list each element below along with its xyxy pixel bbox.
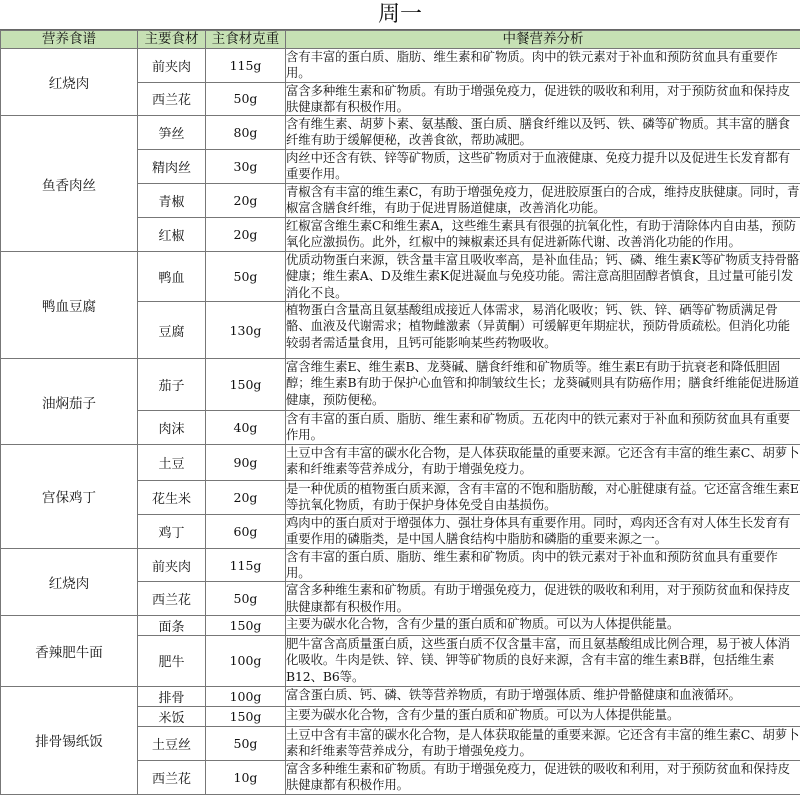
weight-cell: 150g [206,706,286,726]
weight-cell: 130g [206,302,286,359]
weight-cell: 150g [206,615,286,635]
weight-cell: 80g [206,116,286,150]
ingredient-cell: 豆腐 [138,302,206,359]
ingredient-cell: 排骨 [138,686,206,706]
weight-cell: 20g [206,481,286,515]
weight-cell: 10g [206,760,286,794]
ingredient-cell: 土豆丝 [138,726,206,760]
weight-cell: 50g [206,252,286,302]
weight-cell: 150g [206,359,286,411]
analysis-cell: 富含多种维生素和矿物质。有助于增强免疫力，促进铁的吸收和利用，对于预防贫血和保持皮肤健康都有积极作用。 [286,760,800,794]
table-row [1,49,800,83]
dish-name: 香辣肥牛面 [1,615,138,686]
weight-cell: 50g [206,726,286,760]
weight-cell: 20g [206,184,286,218]
analysis-cell: 肥牛富含高质量蛋白质，这些蛋白质不仅含量丰富，而且氨基酸组成比例合理，易于被人体消化吸收。牛肉是铁、锌、镁、钾等矿物质的良好来源，含有丰富的维生素B群，包括维生素B12、B6等。 [286,635,800,686]
menu-table [0,30,800,795]
ingredient-cell: 鸡丁 [138,514,206,548]
ingredient-cell: 面条 [138,615,206,635]
analysis-cell: 主要为碳水化合物，含有少量的蛋白质和矿物质。可以为人体提供能量。 [286,706,800,726]
ingredient-cell: 肥牛 [138,635,206,686]
ingredient-cell: 花生米 [138,481,206,515]
ingredient-cell: 鸭血 [138,252,206,302]
table-row [1,252,800,302]
analysis-cell: 主要为碳水化合物，含有少量的蛋白质和矿物质。可以为人体提供能量。 [286,615,800,635]
table-row [1,359,800,411]
analysis-cell: 植物蛋白含量高且氨基酸组成接近人体需求，易消化吸收；钙、铁、锌、硒等矿物质满足骨骼、血液及代谢需求；植物雌激素（异黄酮）可缓解更年期症状，预防骨质疏松。但消化功能较弱者需适量食用，且钙可能影响某些药物吸收。 [286,302,800,359]
dish-name: 红烧肉 [1,49,138,116]
analysis-cell: 鸡肉中的蛋白质对于增强体力、强壮身体具有重要作用。同时，鸡肉还含有对人体生长发育有重要作用的磷脂类，是中国人膳食结构中脂肪和磷脂的重要来源之一。 [286,514,800,548]
ingredient-cell: 笋丝 [138,116,206,150]
ingredient-cell: 前夹肉 [138,548,206,582]
ingredient-cell: 西兰花 [138,82,206,116]
weight-cell: 115g [206,49,286,83]
header-weight: 主食材克重 [206,31,286,49]
weight-cell: 100g [206,635,286,686]
weight-cell: 40g [206,411,286,445]
ingredient-cell: 西兰花 [138,582,206,616]
dish-name: 鱼香肉丝 [1,116,138,252]
analysis-cell: 是一种优质的植物蛋白质来源，含有丰富的不饱和脂肪酸，对心脏健康有益。它还富含维生素E等抗氧化物质，有助于保护身体免受自由基损伤。 [286,481,800,515]
analysis-cell: 含有维生素、胡萝卜素、氨基酸、蛋白质、膳食纤维以及钙、铁、磷等矿物质。其丰富的膳食纤维有助于缓解便秘，改善食欲，帮助减肥。 [286,116,800,150]
ingredient-cell: 前夹肉 [138,49,206,83]
weight-cell: 90g [206,445,286,481]
dish-name: 鸭血豆腐 [1,252,138,359]
header-ingredient: 主要食材 [138,31,206,49]
dish-name: 油焖茄子 [1,359,138,445]
table-row [1,116,800,150]
analysis-cell: 含有丰富的蛋白质、脂肪、维生素和矿物质。肉中的铁元素对于补血和预防贫血具有重要作用。 [286,49,800,83]
analysis-cell: 青椒含有丰富的维生素C，有助于增强免疫力，促进胶原蛋白的合成，维持皮肤健康。同时，青椒富含膳食纤维，有助于促进胃肠道健康，改善消化功能。 [286,184,800,218]
analysis-cell: 富含蛋白质、钙、磷、铁等营养物质，有助于增强体质、维护骨骼健康和血液循环。 [286,686,800,706]
weight-cell: 100g [206,686,286,706]
table-row [1,548,800,582]
weight-cell: 60g [206,514,286,548]
table-row [1,615,800,635]
header-recipe: 营养食谱 [1,31,138,49]
weight-cell: 115g [206,548,286,582]
ingredient-cell: 茄子 [138,359,206,411]
analysis-cell: 富含多种维生素和矿物质。有助于增强免疫力，促进铁的吸收和利用，对于预防贫血和保持皮肤健康都有积极作用。 [286,582,800,616]
table-row [1,686,800,706]
ingredient-cell: 青椒 [138,184,206,218]
analysis-cell: 含有丰富的蛋白质、脂肪、维生素和矿物质。五花肉中的铁元素对于补血和预防贫血具有重要作用。 [286,411,800,445]
weight-cell: 50g [206,82,286,116]
dish-name: 红烧肉 [1,548,138,615]
ingredient-cell: 肉沫 [138,411,206,445]
ingredient-cell: 西兰花 [138,760,206,794]
ingredient-cell: 土豆 [138,445,206,481]
analysis-cell: 含有丰富的蛋白质、脂肪、维生素和矿物质。肉中的铁元素对于补血和预防贫血具有重要作用。 [286,548,800,582]
analysis-cell: 优质动物蛋白来源，铁含量丰富且吸收率高，是补血佳品；钙、磷、维生素K等矿物质支持骨骼健康；维生素A、D及维生素K促进凝血与免疫功能。需注意高胆固醇者慎食，且过量可能引发消化不良。 [286,252,800,302]
ingredient-cell: 米饭 [138,706,206,726]
header-analysis: 中餐营养分析 [286,31,800,49]
header-row [1,31,800,49]
weight-cell: 30g [206,150,286,184]
analysis-cell: 富含多种维生素和矿物质。有助于增强免疫力，促进铁的吸收和利用，对于预防贫血和保持皮肤健康都有积极作用。 [286,82,800,116]
weight-cell: 20g [206,218,286,252]
analysis-cell: 土豆中含有丰富的碳水化合物，是人体获取能量的重要来源。它还含有丰富的维生素C、胡萝卜素和纤维素等营养成分，有助于增强免疫力。 [286,726,800,760]
analysis-cell: 富含维生素E、维生素B、龙葵碱、膳食纤维和矿物质等。维生素E有助于抗衰老和降低胆固醇；维生素B有助于保护心血管和抑制皱纹生长；龙葵碱则具有防癌作用；膳食纤维能促进肠道健康，预防便秘。 [286,359,800,411]
ingredient-cell: 红椒 [138,218,206,252]
page-title: 周一 [0,0,800,30]
analysis-cell: 肉丝中还含有铁、锌等矿物质，这些矿物质对于血液健康、免疫力提升以及促进生长发育都有重要作用。 [286,150,800,184]
analysis-cell: 土豆中含有丰富的碳水化合物，是人体获取能量的重要来源。它还含有丰富的维生素C、胡萝卜素和纤维素等营养成分，有助于增强免疫力。 [286,445,800,481]
table-row [1,445,800,481]
weight-cell: 50g [206,582,286,616]
analysis-cell: 红椒富含维生素C和维生素A，这些维生素具有很强的抗氧化性，有助于清除体内自由基，预防氧化应激损伤。此外，红椒中的辣椒素还具有促进新陈代谢、改善消化功能的作用。 [286,218,800,252]
dish-name: 排骨锡纸饭 [1,686,138,794]
ingredient-cell: 精肉丝 [138,150,206,184]
dish-name: 宫保鸡丁 [1,445,138,549]
